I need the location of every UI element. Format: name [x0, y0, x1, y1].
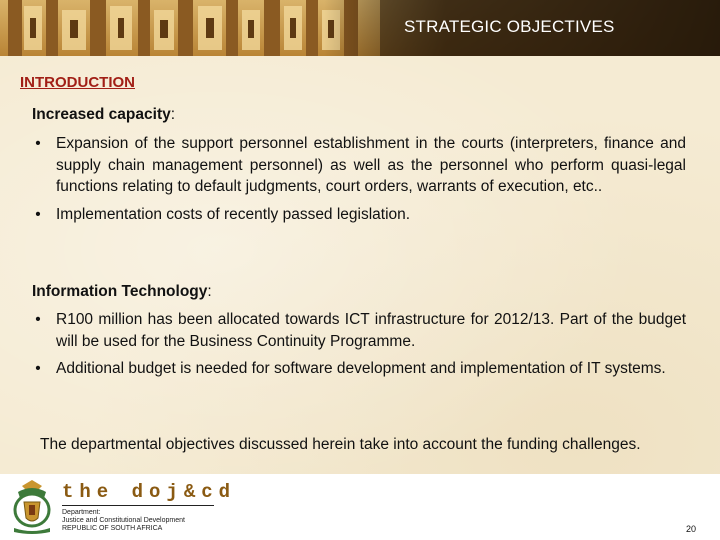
it-bullet-list — [28, 309, 686, 386]
header-banner — [0, 0, 720, 56]
list-item — [28, 358, 686, 380]
bullet-icon: • — [35, 135, 41, 152]
it-bullet-text: R100 million has been allocated towards ICT infrastructure for 2012/13. Part of the budget will be used for the Business Continuity Programme. — [56, 311, 686, 350]
footer-country: REPUBLIC OF SOUTH AFRICA — [62, 525, 163, 532]
footer-department-name: Justice and Constitutional Development — [62, 517, 185, 524]
footer — [0, 474, 720, 540]
bullet-icon: • — [35, 360, 41, 377]
capacity-heading-colon: : — [170, 106, 176, 123]
it-heading-colon: : — [207, 283, 212, 300]
bullet-icon: • — [35, 311, 41, 328]
it-heading-text: Information Technology — [32, 283, 208, 300]
bullet-icon: • — [35, 205, 41, 223]
coat-of-arms-icon — [8, 478, 56, 536]
page-number: 20 — [685, 524, 696, 534]
capacity-heading — [32, 106, 175, 124]
capacity-heading-text: Increased capacity — [32, 106, 171, 123]
list-item — [28, 204, 686, 226]
doj-brand-wordmark: the doj&cd — [62, 481, 237, 503]
capacity-bullet-list — [28, 133, 686, 231]
closing-paragraph: The departmental objectives discussed herein take into account the funding challenges. — [40, 436, 641, 453]
it-heading — [32, 283, 212, 301]
footer-divider — [62, 505, 214, 506]
footer-department-label: Department: — [62, 509, 101, 516]
list-item — [28, 133, 686, 198]
it-bullet-text: Additional budget is needed for software development and implementation of IT systems. — [56, 360, 666, 377]
list-item — [28, 309, 686, 352]
slide-title: STRATEGIC OBJECTIVES — [404, 17, 615, 36]
capacity-bullet-text: Implementation costs of recently passed legislation. — [56, 205, 411, 223]
capacity-bullet-text: Expansion of the support personnel establishment in the courts (interpreters, finance and supply chain management personnel) as well as the personnel who perform quasi-legal functions relating to default judgments, court orders, warrants of execution, etc.. — [56, 135, 686, 195]
introduction-label: INTRODUCTION — [20, 74, 135, 91]
